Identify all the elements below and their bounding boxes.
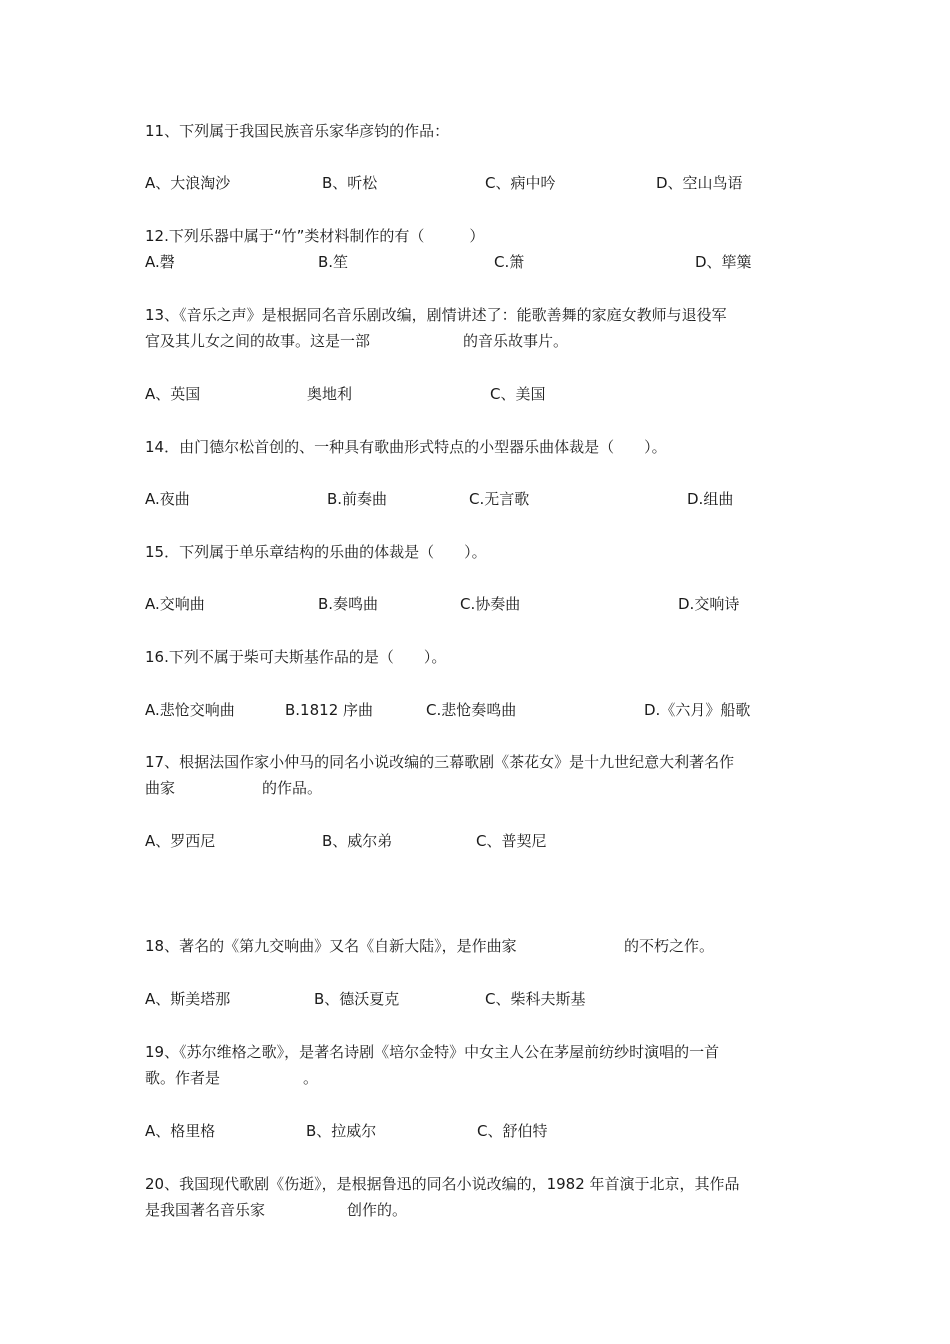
question-14-option-d: D.组曲: [687, 490, 734, 508]
question-13-option-a: A、英国: [145, 385, 201, 403]
question-13-stem-line-2-end: 的音乐故事片。: [463, 332, 569, 350]
question-15-option-b: B.奏鸣曲: [318, 595, 379, 613]
question-15-option-a: A.交响曲: [145, 595, 205, 613]
question-20-stem-line-1: 20、我国现代歌剧《伤逝》，是根据鲁迅的同名小说改编的，1982 年首演于北京，其作品: [145, 1175, 740, 1193]
question-13-stem-line-1: 13、《音乐之声》是根据同名音乐剧改编，剧情讲述了：能歌善舞的家庭女教师与退役军: [145, 306, 727, 324]
question-16-option-b: B.1812 序曲: [285, 701, 374, 719]
question-11-option-d: D、空山鸟语: [656, 174, 743, 192]
question-20-stem-line-2: 是我国著名音乐家: [145, 1201, 266, 1219]
question-16-option-a: A.悲怆交响曲: [145, 701, 235, 719]
question-13-option-c: C、美国: [490, 385, 546, 403]
question-11-stem: 11、下列属于我国民族音乐家华彦钧的作品：: [145, 122, 450, 140]
question-15-option-d: D.交响诗: [678, 595, 740, 613]
question-17-stem-line-2: 曲家: [145, 779, 176, 797]
question-12-option-b: B.笙: [318, 253, 349, 271]
question-18-option-b: B、德沃夏克: [314, 990, 400, 1008]
question-19-option-a: A、格里格: [145, 1122, 216, 1140]
question-17-stem-line-2-end: 的作品。: [262, 779, 323, 797]
question-14-option-a: A.夜曲: [145, 490, 190, 508]
question-17-option-b: B、威尔弟: [322, 832, 393, 850]
question-14-stem: 14．由门德尔松首创的、一种具有歌曲形式特点的小型器乐曲体裁是（ ）。: [145, 438, 667, 456]
question-17-stem-line-1: 17、根据法国作家小仲马的同名小说改编的三幕歌剧《茶花女》是十九世纪意大利著名作: [145, 753, 735, 771]
question-13-stem-line-2: 官及其儿女之间的故事。这是一部: [145, 332, 371, 350]
question-19-option-c: C、舒伯特: [477, 1122, 548, 1140]
question-13-option-b: 奥地利: [307, 385, 353, 403]
question-16-option-c: C.悲怆奏鸣曲: [426, 701, 517, 719]
question-19-stem-line-1: 19、《苏尔维格之歌》，是著名诗剧《培尔金特》中女主人公在茅屋前纺纱时演唱的一首: [145, 1043, 720, 1061]
question-16-stem: 16.下列不属于柴可夫斯基作品的是（ ）。: [145, 648, 447, 666]
question-18-option-c: C、柴科夫斯基: [485, 990, 586, 1008]
question-11-option-b: B、听松: [322, 174, 378, 192]
question-20-stem-line-2-end: 创作的。: [347, 1201, 408, 1219]
question-12-option-a: A.磬: [145, 253, 175, 271]
question-11-option-c: C、病中吟: [485, 174, 556, 192]
question-12-stem: 12.下列乐器中属于“竹”类材料制作的有（ ）: [145, 227, 485, 245]
question-12-option-c: C.箫: [494, 253, 525, 271]
question-11-option-a: A、大浪淘沙: [145, 174, 231, 192]
question-12-option-d: D、筚篥: [695, 253, 752, 271]
question-19-option-b: B、拉威尔: [306, 1122, 377, 1140]
question-18-option-a: A、斯美塔那: [145, 990, 231, 1008]
question-17-option-a: A、罗西尼: [145, 832, 216, 850]
question-17-option-c: C、普契尼: [476, 832, 547, 850]
question-18-stem: 18、著名的《第九交响曲》又名《自新大陆》，是作曲家: [145, 937, 517, 955]
question-15-option-c: C.协奏曲: [460, 595, 521, 613]
question-19-stem-line-2-end: 。: [303, 1069, 319, 1087]
question-14-option-c: C.无言歌: [469, 490, 530, 508]
question-19-stem-line-2: 歌。作者是: [145, 1069, 221, 1087]
question-18-stem-end: 的不朽之作。: [624, 937, 715, 955]
question-16-option-d: D.《六月》船歌: [644, 701, 751, 719]
question-14-option-b: B.前奏曲: [327, 490, 388, 508]
question-15-stem: 15．下列属于单乐章结构的乐曲的体裁是（ ）。: [145, 543, 487, 561]
